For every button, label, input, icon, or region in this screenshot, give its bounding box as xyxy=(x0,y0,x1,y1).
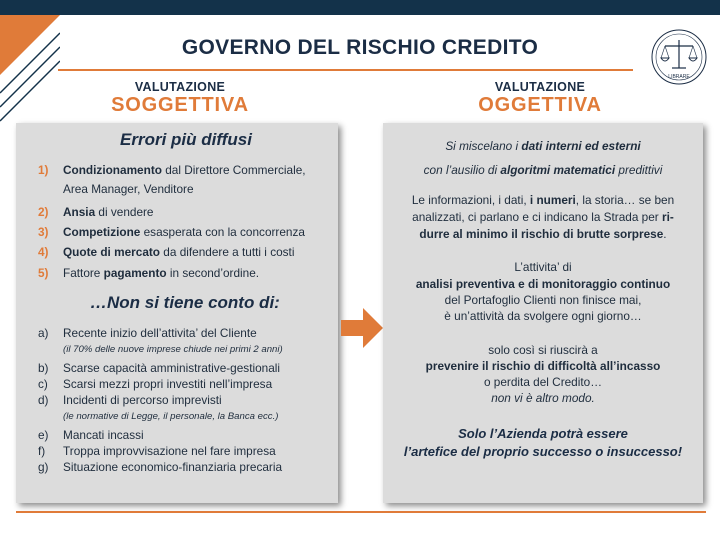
scales-logo-icon xyxy=(650,28,708,86)
objective-panel xyxy=(383,123,703,503)
item-number: 5) xyxy=(38,266,49,280)
right-heading xyxy=(470,80,610,116)
item-number: 1) xyxy=(38,163,49,177)
errors-title: Errori più diffusi xyxy=(120,130,252,149)
right-line-15: l’artefice del proprio successo o insuccesso! xyxy=(403,444,683,459)
factor-item-a: Recente inizio dell’attivita’ del Cliente xyxy=(63,326,257,340)
factor-note-d: (le normative di Legge, il personale, la Banca ecc.) xyxy=(63,411,279,422)
right-line-13: non vi è altro modo. xyxy=(491,391,595,405)
item-letter: g) xyxy=(38,460,49,474)
top-bar xyxy=(0,0,720,15)
right-line-10: solo così si riuscirà a xyxy=(488,343,598,357)
error-item-2: Ansia di vendere xyxy=(63,205,154,219)
right-line-2: con l’ausilio di algoritmi matematici predittivi xyxy=(423,163,663,177)
not-considered-title: …Non si tiene conto di: xyxy=(90,293,280,312)
factor-item-g: Situazione economico-finanziaria precaria xyxy=(63,460,283,474)
bottom-rule xyxy=(16,511,706,513)
right-line-14: Solo l’Azienda potrà essere xyxy=(458,426,628,441)
right-arrow-icon xyxy=(341,306,383,350)
item-letter: a) xyxy=(38,326,49,340)
right-line-9: è un’attività da svolgere ogni giorno… xyxy=(444,309,642,323)
item-number: 4) xyxy=(38,245,49,259)
right-line-8: del Portafoglio Clienti non finisce mai, xyxy=(444,293,642,307)
right-line-7: analisi preventiva e di monitoraggio continuo xyxy=(415,277,671,291)
logo-text: LIBRARE xyxy=(668,74,690,80)
left-heading-small: VALUTAZIONE xyxy=(134,80,226,94)
title-underline xyxy=(58,69,633,71)
item-letter: e) xyxy=(38,428,49,442)
factor-item-f: Troppa improvvisazione nel fare impresa xyxy=(63,444,276,458)
error-item-4: Quote di mercato da difendere a tutti i costi xyxy=(63,245,295,259)
error-item-1: Condizionamento dal Direttore Commerciale, xyxy=(63,163,306,177)
corner-stripes-decoration xyxy=(0,15,60,125)
right-line-11: prevenire il rischio di difficoltà all’incasso xyxy=(425,359,661,373)
error-item-1-line2: Area Manager, Venditore xyxy=(63,182,194,196)
left-heading-big: SOGGETTIVA xyxy=(111,94,249,116)
item-letter: c) xyxy=(38,377,48,391)
right-line-12: o perdita del Credito… xyxy=(483,375,603,389)
page-title: GOVERNO DEL RISCHIO CREDITO xyxy=(181,36,539,59)
error-item-3: Competizione esasperata con la concorrenza xyxy=(63,225,305,239)
right-heading-big: OGGETTIVA xyxy=(478,94,602,116)
factor-item-c: Scarsi mezzi propri investiti nell’impresa xyxy=(63,377,273,391)
left-heading xyxy=(95,80,265,116)
right-heading-small: VALUTAZIONE xyxy=(494,80,586,94)
subjective-panel xyxy=(16,123,338,503)
factor-item-b: Scarse capacità amministrative-gestionali xyxy=(63,361,281,375)
right-line-4: analizzati, ci parlano e ci indicano la Strada per ri- xyxy=(412,210,674,224)
error-item-5: Fattore pagamento in second’ordine. xyxy=(63,266,260,280)
right-line-6: L’attivita’ di xyxy=(514,260,572,274)
factor-note-a: (il 70% delle nuove imprese chiude nei primi 2 anni) xyxy=(63,344,283,355)
right-line-5: durre al minimo il rischio di brutte sorprese. xyxy=(419,227,667,241)
item-letter: d) xyxy=(38,393,49,407)
item-letter: f) xyxy=(38,444,46,458)
item-letter: b) xyxy=(38,361,49,375)
item-number: 3) xyxy=(38,225,49,239)
right-line-1: Si miscelano i dati interni ed esterni xyxy=(445,139,641,153)
right-line-3: Le informazioni, i dati, i numeri, la storia… se ben xyxy=(411,193,675,207)
item-number: 2) xyxy=(38,205,49,219)
factor-item-d: Incidenti di percorso imprevisti xyxy=(63,393,222,407)
factor-item-e: Mancati incassi xyxy=(63,428,144,442)
